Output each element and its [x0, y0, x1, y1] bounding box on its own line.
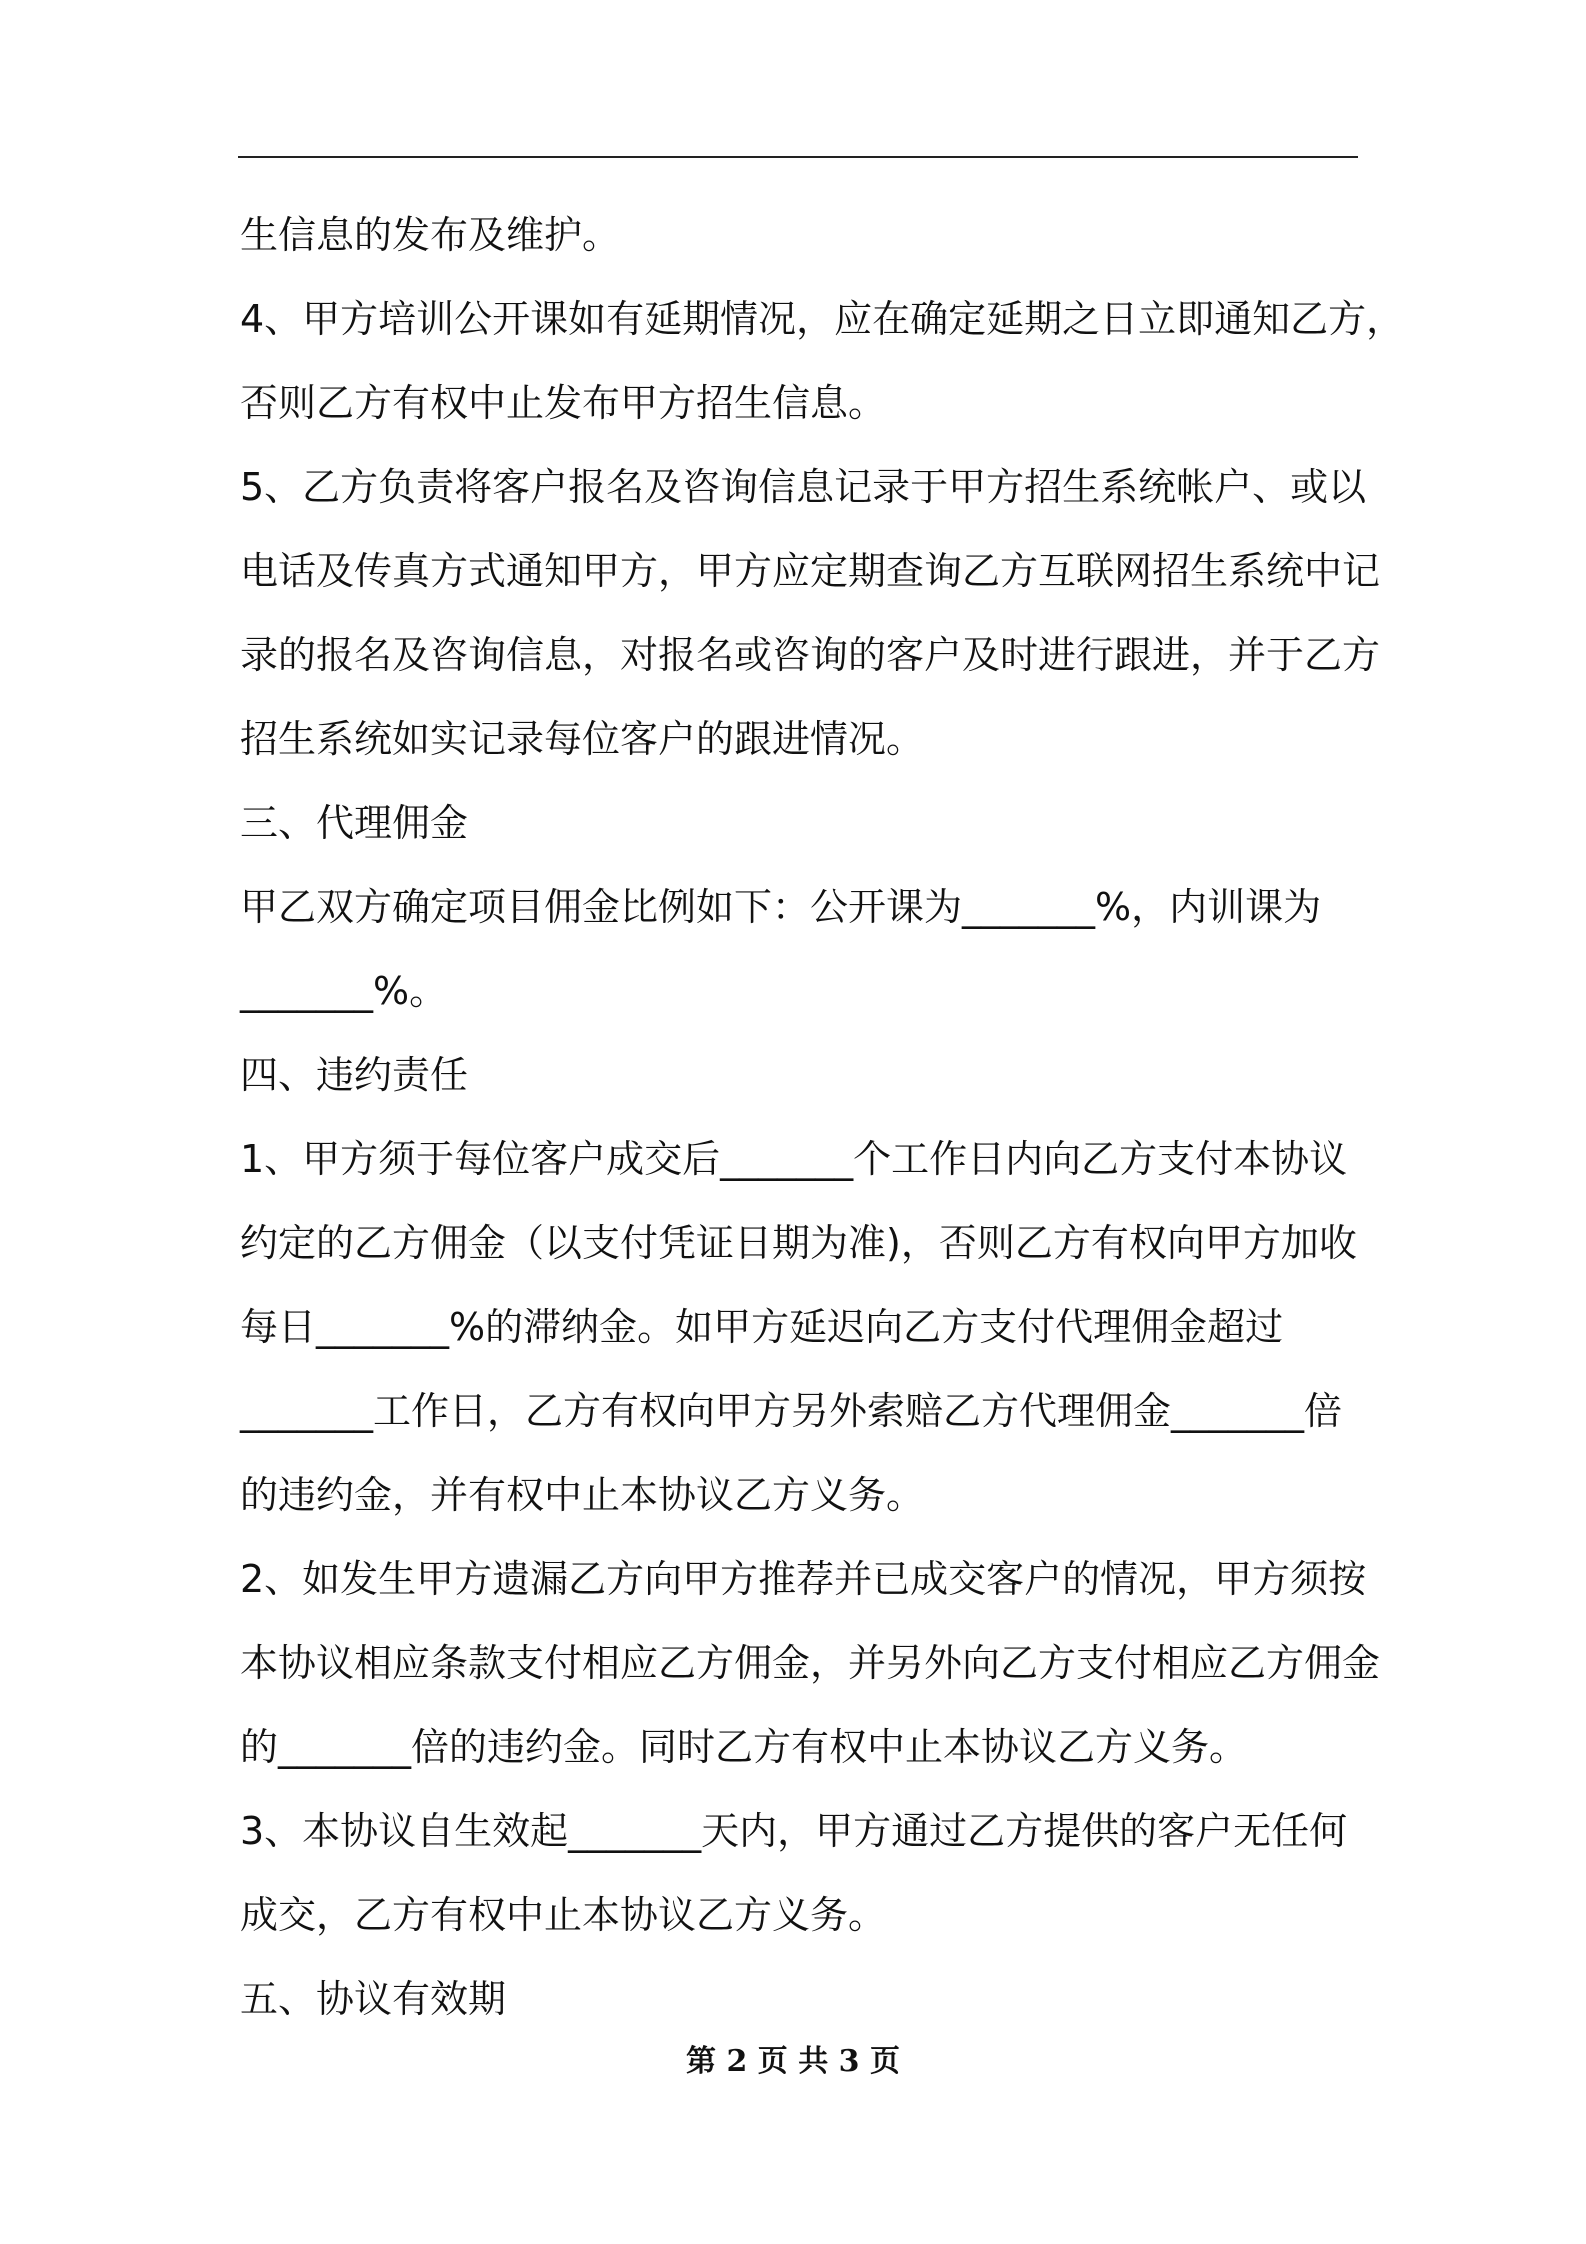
text-line: 电话及传真方式通知甲方，甲方应定期查询乙方互联网招生系统中记: [240, 549, 1381, 593]
text-line: 2、如发生甲方遗漏乙方向甲方推荐并已成交客户的情况，甲方须按: [240, 1557, 1367, 1601]
page-number: 第 2 页 共 3 页: [686, 2044, 900, 2079]
text-line: _______工作日，乙方有权向甲方另外索赔乙方代理佣金_______倍: [240, 1389, 1343, 1433]
section-heading-commission: 三、代理佣金: [240, 801, 469, 845]
text-line: 5、乙方负责将客户报名及咨询信息记录于甲方招生系统帐户、或以: [240, 465, 1367, 509]
text-line: 本协议相应条款支付相应乙方佣金，并另外向乙方支付相应乙方佣金: [240, 1641, 1381, 1685]
header-rule: [238, 156, 1358, 158]
text-line: 成交，乙方有权中止本协议乙方义务。: [240, 1893, 887, 1937]
section-heading-term: 五、协议有效期: [240, 1977, 507, 2021]
text-line: 生信息的发布及维护。: [240, 213, 621, 257]
text-line: 甲乙双方确定项目佣金比例如下：公开课为_______%，内训课为: [240, 885, 1322, 929]
text-line: 招生系统如实记录每位客户的跟进情况。: [240, 717, 925, 761]
text-line: 约定的乙方佣金（以支付凭证日期为准)，否则乙方有权向甲方加收: [240, 1221, 1357, 1265]
text-line: 3、本协议自生效起_______天内，甲方通过乙方提供的客户无任何: [240, 1809, 1348, 1853]
text-line: 1、甲方须于每位客户成交后_______个工作日内向乙方支付本协议: [240, 1137, 1348, 1181]
text-line: 的违约金，并有权中止本协议乙方义务。: [240, 1473, 925, 1517]
text-line: 4、甲方培训公开课如有延期情况，应在确定延期之日立即通知乙方，: [240, 297, 1405, 341]
document-body: [240, 193, 1405, 2041]
text-line: _______%。: [240, 969, 448, 1013]
text-line: 的_______倍的违约金。同时乙方有权中止本协议乙方义务。: [240, 1725, 1248, 1769]
text-line: 每日_______%的滞纳金。如甲方延迟向乙方支付代理佣金超过: [240, 1305, 1284, 1349]
section-heading-liability: 四、违约责任: [240, 1053, 469, 1097]
text-line: 否则乙方有权中止发布甲方招生信息。: [240, 381, 887, 425]
text-line: 录的报名及咨询信息，对报名或咨询的客户及时进行跟进，并于乙方: [240, 633, 1381, 677]
